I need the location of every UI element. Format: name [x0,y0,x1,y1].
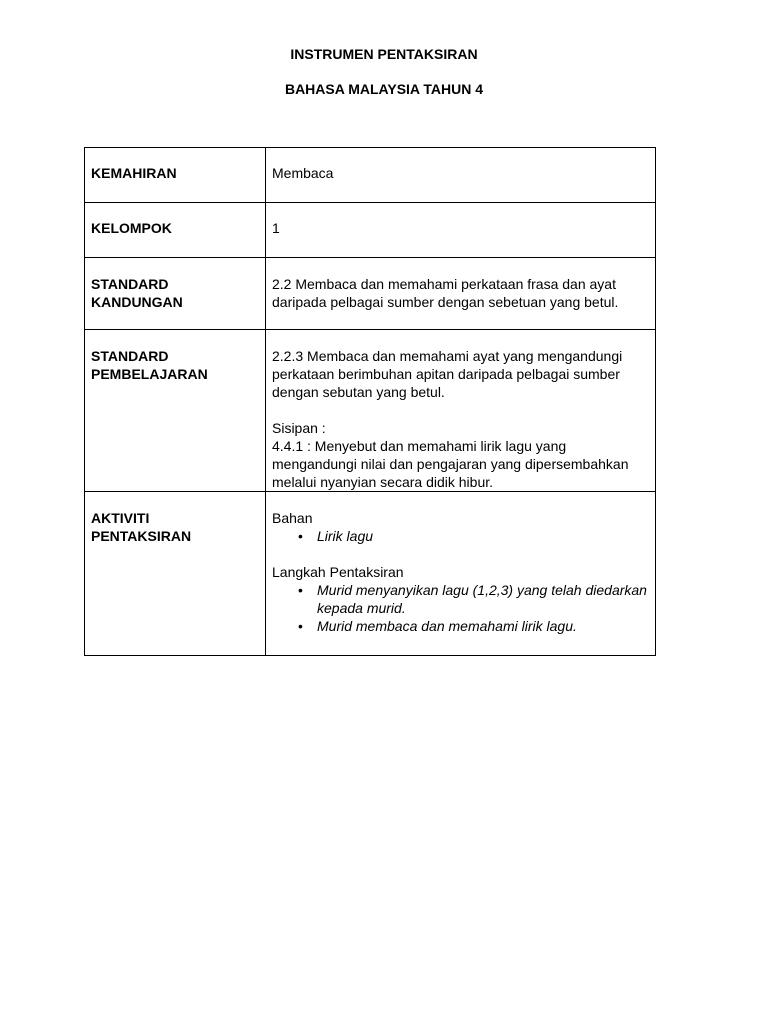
table-row-standard-kandungan [85,258,656,330]
assessment-table [84,147,656,656]
row-label-cell [85,330,266,492]
document-title: INSTRUMEN PENTAKSIRAN [290,46,478,62]
bahan-item: Lirik lagu [317,528,374,544]
row-label-aktiviti-pentaksiran-line-1: AKTIVITI [91,510,150,526]
paragraph-spacer [272,545,649,563]
langkah-item: Murid membaca dan memahami lirik lagu. [317,618,577,634]
row-value-kelompok: 1 [272,220,280,236]
table-row-kelompok [85,203,656,258]
row-label-standard-kandungan-line-2: KANDUNGAN [91,294,183,310]
row-label-cell [85,258,266,330]
row-value-cell [266,258,656,330]
row-label-cell [85,492,266,656]
row-value-standard-pembelajaran: 2.2.3 Membaca dan memahami ayat yang mengandungi perkataan berimbuhan apitan daripada pelbagai sumber dengan sebutan yang betul. [272,348,623,400]
langkah-item: Murid menyanyikan lagu (1,2,3) yang telah diedarkan kepada murid. [317,582,647,616]
list-item [272,527,649,545]
row-value-cell [266,330,656,492]
langkah-label: Langkah Pentaksiran [272,564,404,580]
row-value-cell [266,492,656,656]
bahan-list [272,527,649,545]
paragraph-spacer [272,401,649,419]
sisipan-value: 4.4.1 : Menyebut dan memahami lirik lagu yang mengandungi nilai dan pengajaran yang dipersembahkan melalui nyanyian secara didik hibur. [272,438,629,490]
document-subtitle: BAHASA MALAYSIA TAHUN 4 [284,81,484,97]
bahan-label: Bahan [272,510,313,526]
table-row-standard-pembelajaran [85,330,656,492]
list-item [272,581,649,617]
row-value-cell [266,148,656,203]
list-item [272,617,649,635]
row-value-cell [266,203,656,258]
row-label-kelompok: KELOMPOK [91,220,172,236]
bullet-icon: • [298,582,303,598]
row-label-standard-pembelajaran-line-2: PEMBELAJARAN [91,366,208,382]
table-row-aktiviti-pentaksiran [85,492,656,656]
row-value-standard-kandungan: 2.2 Membaca dan memahami perkataan frasa dan ayat daripada pelbagai sumber dengan sebetuan yang betul. [272,276,619,310]
table-row-kemahiran [85,148,656,203]
row-label-cell [85,203,266,258]
row-label-standard-kandungan-line-1: STANDARD [91,276,169,292]
langkah-list [272,581,649,635]
row-label-standard-pembelajaran-line-1: STANDARD [91,348,169,364]
bullet-icon: • [298,528,303,544]
sisipan-label: Sisipan : [272,420,326,436]
bullet-icon: • [298,618,303,634]
row-label-kemahiran: KEMAHIRAN [91,165,177,181]
row-label-cell [85,148,266,203]
row-value-kemahiran: Membaca [272,165,334,181]
row-label-aktiviti-pentaksiran-line-2: PENTAKSIRAN [91,528,192,544]
